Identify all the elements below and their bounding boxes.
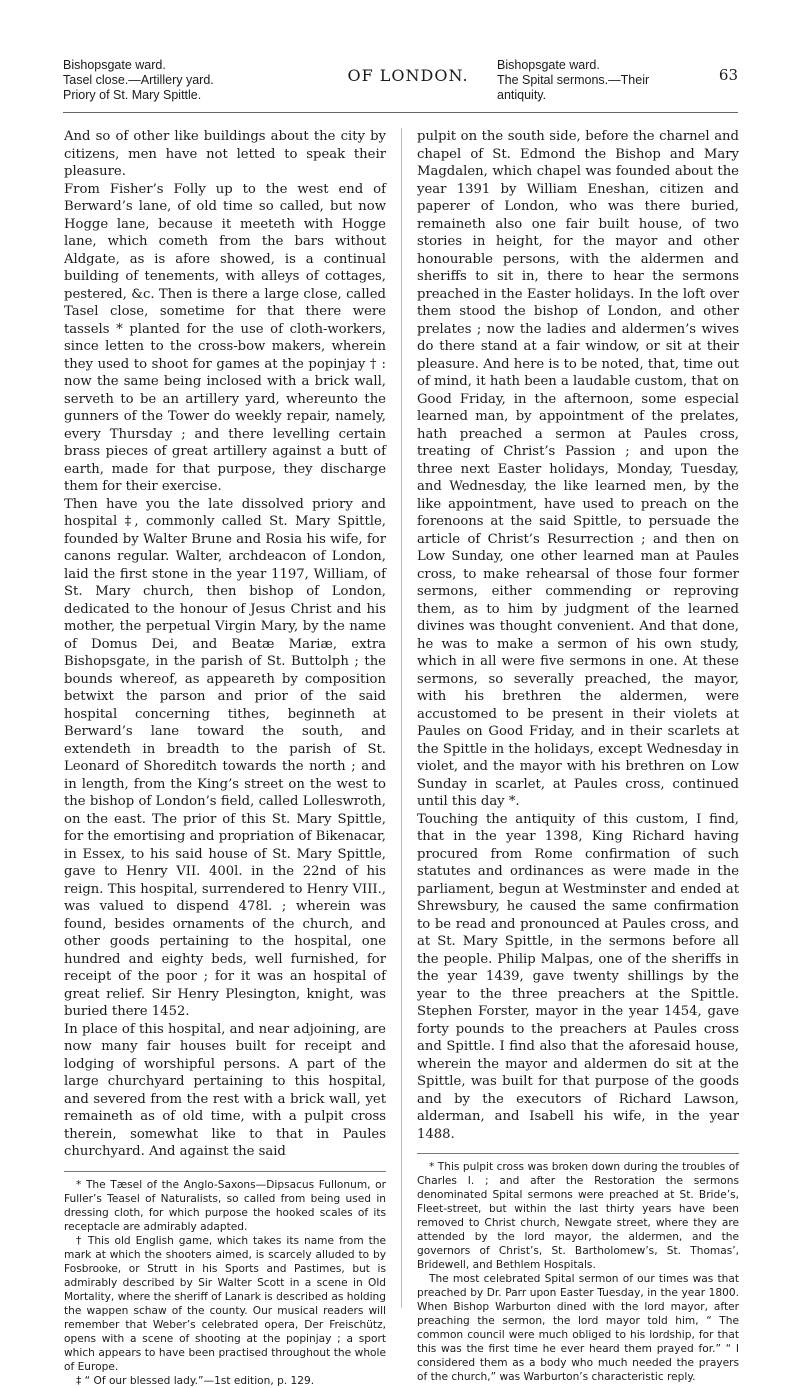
header-right-line: Bishopsgate ward.: [497, 58, 600, 72]
header-left-line: Bishopsgate ward.: [63, 58, 166, 72]
paragraph: From Fisher’s Folly up to the west end of Berward’s lane, of old time so called, but now Hogge lane, because it meeteth with Hogge lane, which cometh from the bars without Aldgate, as is afore showed, is a continual building of tenements, with alleys of cottages, pestered, &c. Then is there a large close, called Tasel close, sometime for that there were tassels * planted for the use of cloth-workers, since letten to the cross-bow makers, wherein they used to shoot for games at the popinjay † : now the same being inclosed with a brick wall, serveth to be an artillery yard, whereunto the gunners of the Tower do weekly repair, namely, every Thursday ; and there levelling certain brass pieces of great artillery against a butt of earth, made for that purpose, they discharge them for their exercise.: [64, 181, 386, 494]
paragraph: In place of this hospital, and near adjoining, are now many fair houses built for receipt and lodging of worshipful persons. A part of the large churchyard pertaining to this hospital, and severed from the rest with a brick wall, yet remaineth as of old time, with a pulpit cross therein, somewhat like to that in Paules churchyard. And against the said: [64, 1021, 386, 1159]
footnote: † This old English game, which takes its name from the mark at which the shooters aimed, is scarcely alluded to by Fosbrooke, or Strutt in his Sports and Pastimes, but is admirably described by Sir Walter Scott in a scene in Old Mortality, where the sheriff of Lanark is described as holding the wappen schaw of the county. Our musical readers will remember that Weber’s celebrated opera, Der Freischütz, opens with a scene of shooting at the popinjay ; a sport which appears to have been practised throughout the whole of Europe.: [64, 1234, 386, 1373]
header-right: [497, 58, 649, 103]
footnotes: [64, 1171, 386, 1388]
header-left: [63, 58, 214, 103]
header-right-line: antiquity.: [497, 88, 547, 102]
header-left-line: Tasel close.—Artillery yard.: [63, 73, 214, 87]
paragraph: pulpit on the south side, before the charnel and chapel of St. Edmond the Bishop and Mary Magdalen, which chapel was founded about the year 1391 by William Eneshan, citizen and paperer of London, who was there buried, remaineth also one fair built house, of two stories in height, for the mayor and other honourable persons, with the aldermen and sheriffs to sit in, there to hear the sermons preached in the Easter holidays. In the loft over them stood the bishop of London, and other prelates ; now the ladies and aldermen’s wives do there stand at a fair window, or sit at their pleasure. And here is to be noted, that, time out of mind, it hath been a laudable custom, that on Good Friday, in the afternoon, some especial learned man, by appointment of the prelates, hath preached a sermon at Paules cross, treating of Christ’s Passion ; and upon the three next Easter holidays, Monday, Tuesday, and Wednesday, the like learned men, by the like appointment, have used to preach on the forenoons at the said Spittle, to persuade the article of Christ’s Resurrection ; and then on Low Sunday, one other learned man at Paules cross, to make rehearsal of those four former sermons, either commending or reproving them, as to him by judgment of the learned divines was thought convenient. And that done, he was to make a sermon of his own study, which in all were five sermons in one. At these sermons, so severally preached, the mayor, with his brethren the aldermen, were accustomed to be present in their violets at Paules on Good Friday, and in their scarlets at the Spittle in the holidays, except Wednesday in violet, and the mayor with his brethren on Low Sunday in scarlet, at Paules cross, continued until this day *.: [417, 129, 739, 809]
footnote: * This pulpit cross was broken down during the troubles of Charles I. ; and after the Restoration the sermons denominated Spital sermons were preached at St. Bride’s, Fleet-street, but within the last thirty years have been removed to Christ church, Newgate street, where they are attended by the lord mayor, the aldermen, and the governors of Christ’s, St. Bartholomew’s, St. Thomas’, Bridewell, and Bethlem Hospitals.: [417, 1161, 739, 1271]
header-right-line: The Spital sermons.—Their: [497, 73, 650, 87]
running-header: [63, 58, 738, 110]
footnotes: [417, 1153, 739, 1384]
right-column: [417, 128, 739, 1384]
footnote: * The Tæsel of the Anglo-Saxons—Dipsacus Fullonum, or Fuller’s Teasel of Naturalists, so called from being used in dressing cloth, for which purpose the hooked scales of its receptacle are admirably adapted.: [64, 1178, 386, 1233]
footnote: The most celebrated Spital sermon of our times was that preached by Dr. Parr upon Easter Tuesday, in the year 1800. When Bishop Warburton dined with the lord mayor, after preaching the sermon, the lord mayor told him, “ The common council were much obliged to his lordship, for that this was the first time he ever heard them prayed for.” “ I considered them as a body who much needed the prayers of the church,” was Warburton’s characteristic reply.: [417, 1273, 739, 1383]
column-divider: [401, 128, 402, 1308]
paragraph: Then have you the late dissolved priory and hospital ‡, commonly called St. Mary Spittle, founded by Walter Brune and Rosia his wife, for canons regular. Walter, archdeacon of London, laid the first stone in the year 1197, William, of St. Mary church, then bishop of London, dedicated to the honour of Jesus Christ and his mother, the perpetual Virgin Mary, by the name of Domus Dei, and Beatæ Mariæ, extra Bishopsgate, in the parish of St. Buttolph ; the bounds whereof, as appeareth by composition betwixt the parson and prior of the said hospital concerning tithes, beginneth at Berward’s lane toward the south, and extendeth in breadth to the parish of St. Leonard of Shoreditch towards the north ; and in length, from the King’s street on the west to the bishop of London’s field, called Lolleswroth, on the east. The prior of this St. Mary Spittle, for the emortising and propriation of Bikenacar, in Essex, to his said house of St. Mary Spittle, gave to Henry VII. 400l. in the 22nd of his reign. This hospital, surrendered to Henry VIII., was valued to dispend 478l. ; wherein was found, besides ornaments of the church, and other goods pertaining to the hospital, one hundred and eighty beds, well furnished, for receipt of the poor ; for it was an hospital of great relief. Sir Henry Plesington, knight, was buried there 1452.: [64, 496, 386, 1019]
header-rule: [63, 112, 738, 113]
paragraph: Touching the antiquity of this custom, I find, that in the year 1398, King Richard having procured from Rome confirmation of such statutes and ordinances as were made in the parliament, begun at Westminster and ended at Shrewsbury, he caused the same confirmation to be read and pronounced at Paules cross, and at St. Mary Spittle, in the sermons before all the people. Philip Malpas, one of the sheriffs in the year 1439, gave twenty shillings by the year to the three preachers at the Spittle. Stephen Forster, mayor in the year 1454, gave forty pounds to the preachers at Paules cross and Spittle. I find also that the aforesaid house, wherein the mayor and aldermen do sit at the Spittle, was built for that purpose of the goods and by the executors of Richard Lawson, alderman, and Isabell his wife, in the year 1488.: [417, 811, 739, 1142]
page-number: 63: [718, 66, 738, 84]
paragraph: And so of other like buildings about the city by citizens, men have not letted to speak their pleasure.: [64, 129, 386, 179]
left-column: [64, 128, 386, 1388]
footnote: ‡ “ Of our blessed lady.”—1st edition, p. 129.: [76, 1374, 315, 1387]
header-title: OF LONDON.: [347, 66, 469, 85]
header-left-line: Priory of St. Mary Spittle.: [63, 88, 202, 102]
